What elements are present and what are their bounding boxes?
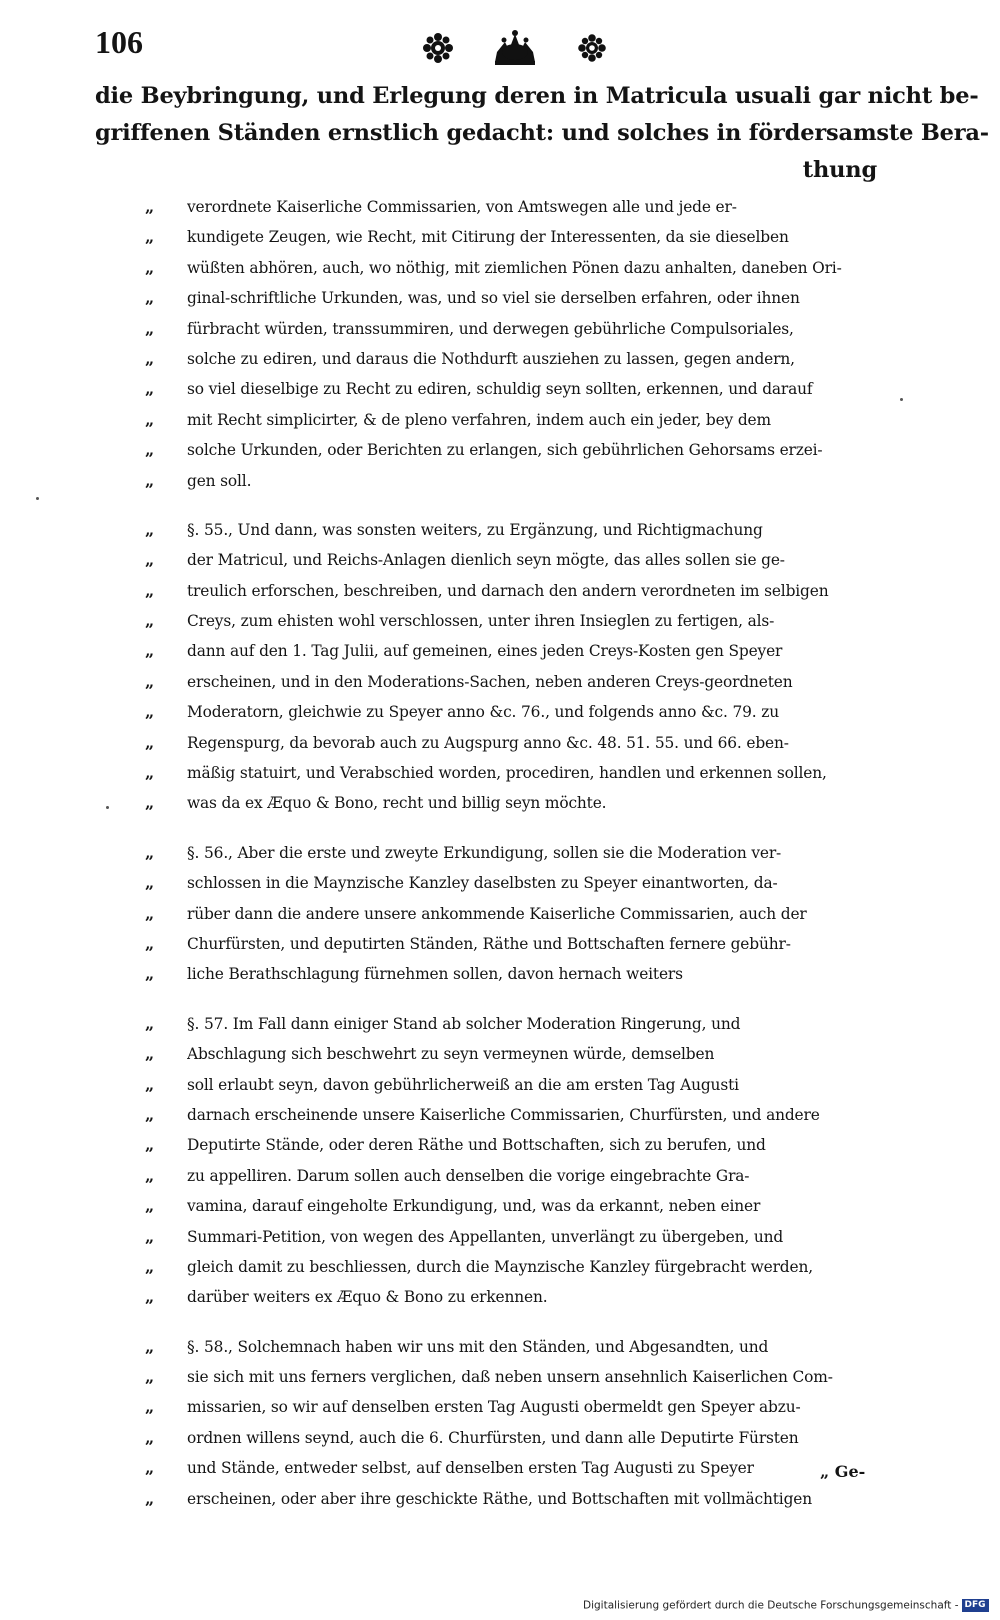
- text-line: [145, 283, 910, 313]
- text-line: [145, 1191, 910, 1221]
- line-text: kundigete Zeugen, wie Recht, mit Citirung der Interessenten, da sie dieselben: [187, 228, 789, 247]
- quote-mark: „: [145, 1104, 156, 1124]
- text-line: [145, 838, 910, 868]
- line-text: solche zu ediren, und daraus die Nothdurft ausziehen zu lassen, gegen andern,: [187, 349, 795, 368]
- text-line: [145, 314, 910, 344]
- quote-mark: „: [145, 1226, 156, 1246]
- quote-mark: „: [145, 197, 156, 216]
- line-text: verordnete Kaiserliche Commissarien, von Amtswegen alle und jede er-: [187, 198, 737, 216]
- line-text: wüßten abhören, auch, wo nöthig, mit ziemlichen Pönen dazu anhalten, daneben Ori-: [187, 258, 842, 277]
- line-text: und Stände, entweder selbst, auf denselben ersten Tag Augusti zu Speyer: [187, 1459, 754, 1478]
- quote-mark: „: [145, 702, 156, 722]
- quote-mark: „: [145, 580, 156, 600]
- quote-mark: „: [145, 519, 156, 539]
- line-text: darüber weiters ex Æquo & Bono zu erkennen.: [187, 1288, 548, 1307]
- line-text: Summari-Petition, von wegen des Appellanten, unverlängt zu übergeben, und: [187, 1227, 784, 1246]
- text-line: [145, 788, 910, 818]
- line-text: Regenspurg, da bevorab auch zu Augspurg anno &c. 48. 51. 55. und 66. eben-: [187, 733, 789, 752]
- text-line: [145, 466, 910, 496]
- quote-mark: „: [145, 257, 156, 277]
- quote-mark: „: [145, 611, 156, 631]
- line-text: soll erlaubt seyn, davon gebührlicherweiß an die am ersten Tag Augusti: [187, 1075, 739, 1094]
- text-line: [145, 1484, 910, 1514]
- dfg-logo: DFG: [962, 1599, 989, 1612]
- credit-text: Digitalisierung gefördert durch die Deutsche Forschungsgemeinschaft -: [583, 1599, 959, 1612]
- text-line: [145, 576, 910, 606]
- quote-mark: „: [145, 440, 156, 460]
- line-text: Abschlagung sich beschwehrt zu seyn vermeynen würde, demselben: [187, 1045, 715, 1064]
- text-line: [145, 1392, 910, 1422]
- paragraph: [145, 1332, 910, 1514]
- quote-mark: „: [145, 1044, 156, 1064]
- quote-mark: „: [145, 1287, 156, 1307]
- quote-mark: „: [145, 842, 156, 862]
- line-text: ginal-schriftliche Urkunden, was, und so viel sie derselben erfahren, oder ihnen: [187, 289, 800, 308]
- quote-mark: „: [145, 470, 156, 490]
- quote-mark: „: [145, 1367, 156, 1387]
- line-text: mit Recht simplicirter, & de pleno verfahren, indem auch ein jeder, bey dem: [187, 410, 771, 429]
- text-line: [145, 253, 910, 283]
- text-line: [145, 222, 910, 252]
- line-text: erscheinen, und in den Moderations-Sachen, neben anderen Creys-geordneten: [187, 672, 793, 691]
- line-text: Churfürsten, und deputirten Ständen, Räthe und Bottschaften fernere gebühr-: [187, 934, 791, 953]
- text-line: [145, 929, 910, 959]
- text-line: [145, 1070, 910, 1100]
- intro-line: griffenen Ständen ernstlich gedacht: und solches in fördersamste Bera-: [95, 120, 989, 146]
- line-text: §. 56., Aber die erste und zweyte Erkundigung, sollen sie die Moderation ver-: [187, 843, 782, 862]
- text-line: [145, 1362, 910, 1392]
- page-number: 106: [95, 24, 143, 60]
- line-text: missarien, so wir auf denselben ersten Tag Augusti obermeldt gen Speyer abzu-: [187, 1398, 801, 1417]
- text-line: [145, 899, 910, 929]
- intro-line: thung: [802, 157, 877, 183]
- catchword: „ Ge-: [820, 1462, 866, 1481]
- line-text: erscheinen, oder aber ihre geschickte Räthe, und Bottschaften mit vollmächtigen: [187, 1489, 812, 1508]
- text-line: [145, 374, 910, 404]
- line-text: Deputirte Stände, oder deren Räthe und Bottschaften, sich zu berufen, und: [187, 1136, 766, 1155]
- text-line: [145, 1009, 910, 1039]
- quote-mark: „: [145, 641, 156, 661]
- text-line: [145, 606, 910, 636]
- line-text: solche Urkunden, oder Berichten zu erlangen, sich gebührlichen Gehorsams erzei-: [187, 441, 823, 460]
- line-text: gen soll.: [187, 471, 252, 490]
- scan-speck: [106, 806, 109, 809]
- digitization-credit: [583, 1599, 989, 1612]
- text-line: [145, 1100, 910, 1130]
- quote-mark: „: [145, 1074, 156, 1094]
- line-text: dann auf den 1. Tag Julii, auf gemeinen, eines jeden Creys-Kosten gen Speyer: [187, 642, 783, 661]
- line-text: schlossen in die Maynzische Kanzley daselbsten zu Speyer einantworten, da-: [187, 874, 778, 893]
- line-text: der Matricul, und Reichs-Anlagen dienlich seyn mögte, das alles sollen sie ge-: [187, 551, 785, 570]
- quote-mark: „: [145, 873, 156, 893]
- scan-speck: [36, 497, 39, 500]
- text-line: [145, 344, 910, 374]
- text-line: [145, 1039, 910, 1069]
- line-text: darnach erscheinende unsere Kaiserliche Commissarien, Churfürsten, und andere: [187, 1105, 820, 1124]
- quoted-body: [145, 192, 910, 1514]
- line-text: so viel dieselbige zu Recht zu ediren, schuldig seyn sollten, erkennen, und darauf: [187, 380, 813, 399]
- line-text: liche Berathschlagung fürnehmen sollen, davon hernach weiters: [187, 965, 683, 984]
- line-text: fürbracht würden, transsummiren, und derwegen gebührliche Compulsoriales,: [187, 319, 794, 338]
- quote-mark: „: [145, 732, 156, 752]
- text-line: [145, 1423, 910, 1453]
- quote-mark: „: [145, 1013, 156, 1033]
- line-text: rüber dann die andere unsere ankommende Kaiserliche Commissarien, auch der: [187, 904, 807, 923]
- intro-text: [95, 78, 989, 189]
- quote-mark: „: [145, 1458, 156, 1478]
- text-line: [145, 405, 910, 435]
- paragraph: [145, 1009, 910, 1313]
- quote-mark: „: [145, 1397, 156, 1417]
- line-text: Moderatorn, gleichwie zu Speyer anno &c. 76., und folgends anno &c. 79. zu: [187, 703, 779, 722]
- quote-mark: „: [145, 1135, 156, 1155]
- text-line: [145, 1282, 910, 1312]
- quote-mark: „: [145, 903, 156, 923]
- quote-mark: „: [145, 1165, 156, 1185]
- text-line: [145, 1130, 910, 1160]
- line-text: was da ex Æquo & Bono, recht und billig seyn möchte.: [187, 794, 607, 813]
- quote-mark: „: [145, 1196, 156, 1216]
- line-text: treulich erforschen, beschreiben, und darnach den andern verordneten im selbigen: [187, 581, 829, 600]
- page-header: [95, 22, 915, 72]
- text-line: [145, 1222, 910, 1252]
- quote-mark: „: [145, 288, 156, 308]
- quote-mark: „: [145, 1256, 156, 1276]
- text-line: [145, 515, 910, 545]
- quote-mark: „: [145, 348, 156, 368]
- quote-mark: „: [145, 1336, 156, 1356]
- paragraph: [145, 192, 910, 496]
- quote-mark: „: [145, 933, 156, 953]
- line-text: §. 58., Solchemnach haben wir uns mit den Ständen, und Abgesandten, und: [187, 1337, 769, 1356]
- paragraph-list: [145, 192, 910, 1514]
- quote-mark: „: [145, 1427, 156, 1447]
- line-text: vamina, darauf eingeholte Erkundigung, und, was da erkannt, neben einer: [187, 1197, 761, 1216]
- line-text: §. 57. Im Fall dann einiger Stand ab solcher Moderation Ringerung, und: [187, 1014, 741, 1033]
- line-text: Creys, zum ehisten wohl verschlossen, unter ihren Insieglen zu fertigen, als-: [187, 612, 775, 631]
- text-line: [145, 667, 910, 697]
- paragraph: [145, 838, 910, 990]
- text-line: [145, 758, 910, 788]
- quote-mark: „: [145, 1488, 156, 1508]
- text-line: [145, 1161, 910, 1191]
- quote-mark: „: [145, 964, 156, 984]
- text-line: [145, 545, 910, 575]
- text-line: [145, 192, 910, 222]
- scan-speck: [900, 398, 903, 401]
- line-text: mäßig statuirt, und Verabschied worden, procediren, handlen und erkennen sollen,: [187, 764, 827, 783]
- text-line: [145, 435, 910, 465]
- line-text: ordnen willens seynd, auch die 6. Churfürsten, und dann alle Deputirte Fürsten: [187, 1428, 799, 1447]
- quote-mark: „: [145, 409, 156, 429]
- paragraph: [145, 515, 910, 819]
- text-line: [145, 636, 910, 666]
- line-text: gleich damit zu beschliessen, durch die Maynzische Kanzley fürgebracht werden,: [187, 1257, 813, 1276]
- quote-mark: „: [145, 671, 156, 691]
- text-line: [145, 1453, 910, 1483]
- text-line: [145, 1332, 910, 1362]
- flower-crown-flower-ornament-icon: [410, 28, 620, 68]
- quote-mark: „: [145, 379, 156, 399]
- text-line: [145, 728, 910, 758]
- text-line: [145, 1252, 910, 1282]
- line-text: sie sich mit uns ferners verglichen, daß neben unsern ansehnlich Kaiserlichen Com-: [187, 1368, 833, 1387]
- quote-mark: „: [145, 793, 156, 813]
- text-line: [145, 697, 910, 727]
- line-text: §. 55., Und dann, was sonsten weiters, zu Ergänzung, und Richtigmachung: [187, 520, 763, 539]
- text-line: [145, 959, 910, 989]
- quote-mark: „: [145, 227, 156, 247]
- line-text: zu appelliren. Darum sollen auch denselben die vorige eingebrachte Gra-: [187, 1166, 750, 1185]
- intro-line: die Beybringung, und Erlegung deren in Matricula usuali gar nicht be-: [95, 83, 979, 109]
- quote-mark: „: [145, 763, 156, 783]
- text-line: [145, 868, 910, 898]
- quote-mark: „: [145, 318, 156, 338]
- quote-mark: „: [145, 550, 156, 570]
